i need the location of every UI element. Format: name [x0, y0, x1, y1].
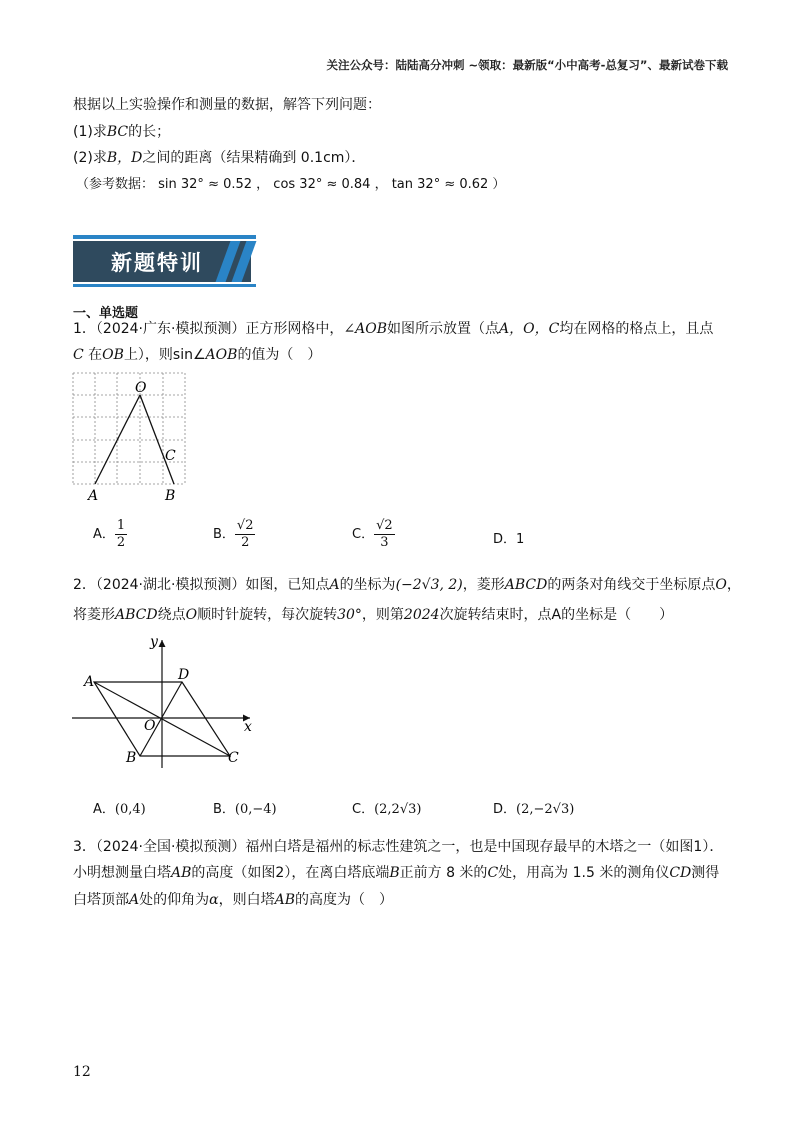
q2-line1: 2．（2024·湖北·模拟预测）如图，已知点A的坐标为(−2√3, 2)，菱形ABCD的两条对角线交于坐标原点O， [73, 577, 741, 593]
q3-line1: 3．（2024·全国·模拟预测）福州白塔是福州的标志性建筑之一，也是中国现存最早的木塔之一（如图1）． [73, 839, 724, 855]
page-header: 关注公众号：陆陆高分冲刺 ~领取：最新版“小中高考-总复习”、最新试卷下载 [326, 58, 728, 72]
label-A: A [84, 674, 95, 690]
q1-option-b[interactable]: B． $\frac{√2}{2}$ [213, 518, 254, 550]
page-number: 12 [73, 1064, 91, 1080]
q1-option-c[interactable]: C． $\frac{√2}{3}$ [352, 518, 393, 550]
q1-grid-figure [72, 372, 190, 507]
q2-rhombus-figure [72, 632, 262, 772]
intro-q1: (1)求BC的长； [73, 124, 171, 140]
q1-option-a[interactable]: A． $\frac{1}{2}$ [93, 518, 126, 550]
label-C: C [165, 448, 176, 464]
q2-option-d[interactable]: D．(2,−2√3) [493, 802, 575, 817]
label-x: x [244, 719, 252, 735]
label-C: C [228, 750, 239, 766]
q2-option-a[interactable]: A．(0,4) [93, 802, 146, 817]
q3-line3: 白塔顶部A处的仰角为α，则白塔AB的高度为（ ） [73, 892, 393, 908]
intro-line: 根据以上实验操作和测量的数据，解答下列问题： [73, 97, 381, 113]
label-O: O [135, 380, 147, 396]
section-title: 一、单选题 [73, 306, 139, 321]
intro-q2: (2)求B，D之间的距离（结果精确到 0.1cm）． [73, 150, 366, 166]
q1-line2: C 在OB上），则sin∠AOB的值为（ ） [73, 347, 322, 363]
q2-line2: 将菱形ABCD绕点O顺时针旋转，每次旋转30°，则第2024次旋转结束时，点A的坐标是（ ） [73, 607, 674, 623]
label-D: D [178, 667, 190, 683]
q2-option-b[interactable]: B．(0,−4) [213, 802, 277, 817]
q2-option-c[interactable]: C．(2,2√3) [352, 802, 422, 817]
label-B: B [165, 488, 176, 504]
q1-line1: 1．（2024·广东·模拟预测）正方形网格中，∠AOB如图所示放置（点A，O，C均在网格的格点上，且点 [73, 321, 714, 337]
label-B: B [126, 750, 137, 766]
section-banner [73, 235, 256, 287]
label-y: y [150, 634, 158, 650]
q1-option-d[interactable]: D．1 [493, 532, 525, 547]
reference-data: （参考数据： sin 32° ≈ 0.52 ， cos 32° ≈ 0.84 ， tan 32° ≈ 0.62 ） [76, 177, 506, 192]
label-A: A [88, 488, 99, 504]
banner-title: 新题特训 [111, 251, 203, 275]
label-O: O [144, 718, 156, 734]
q3-line2: 小明想测量白塔AB的高度（如图2），在离白塔底端B正前方 8 米的C处，用高为 1.5 米的测角仪CD测得 [73, 865, 720, 881]
